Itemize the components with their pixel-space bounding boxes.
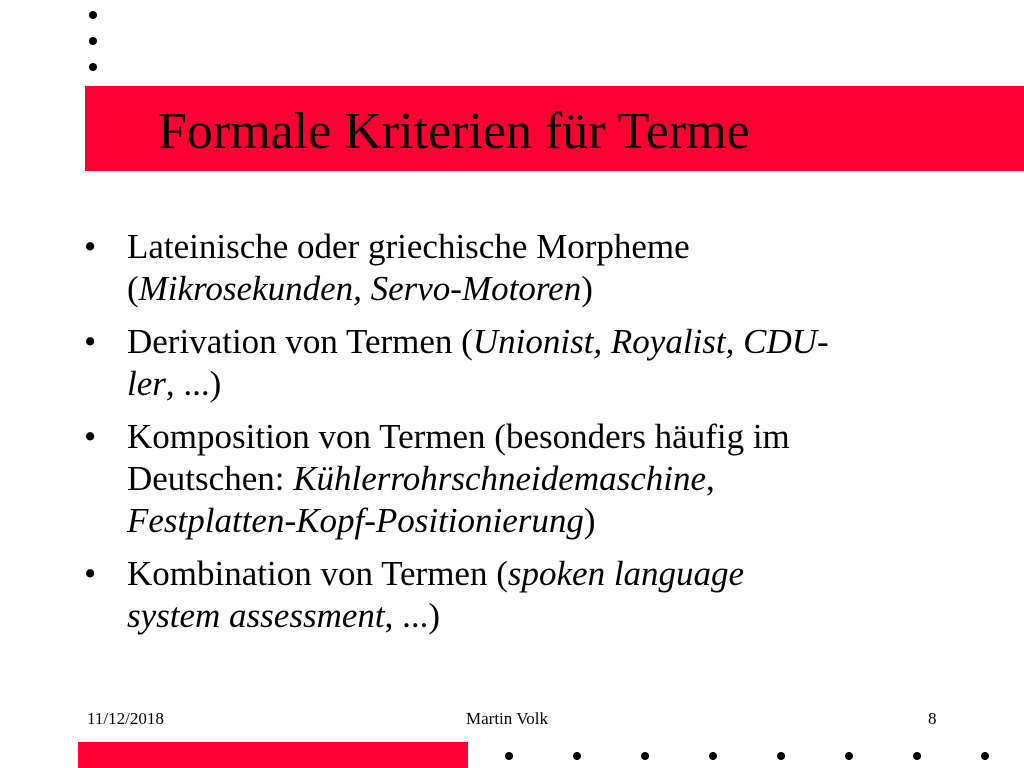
bullet-line	[127, 416, 944, 458]
bullet-icon: •	[84, 554, 97, 593]
bullet-icon: •	[84, 417, 97, 456]
example-text: system assessment	[127, 596, 385, 635]
dot-icon	[89, 11, 97, 19]
bullet-text: Komposition von Termen (besonders häufig im	[127, 417, 790, 456]
vertical-dots-decoration	[89, 11, 101, 81]
bullet-text: , ...)	[165, 364, 222, 403]
bullet-text: )	[581, 269, 593, 308]
example-text: spoken language	[507, 554, 745, 593]
bullet-text: Kombination von Termen (	[127, 554, 508, 593]
bullet-text: (	[127, 269, 139, 308]
bullet-text: , ...)	[384, 596, 441, 635]
bullet-line	[127, 553, 944, 595]
example-text: Kühlerrohrschneidemaschine	[293, 459, 707, 498]
dot-icon	[981, 752, 989, 760]
example-text: Mikrosekunden, Servo-Motoren	[138, 269, 582, 308]
example-text: Festplatten-Kopf-Positionierung	[127, 501, 584, 540]
dot-icon	[573, 752, 581, 760]
bullet-line	[127, 458, 944, 500]
bullet-line	[127, 500, 944, 542]
bullet-list	[84, 226, 944, 648]
footer-band	[78, 742, 468, 768]
bullet-line	[127, 268, 944, 310]
page-number: 8	[928, 709, 937, 728]
bullet-text: ,	[706, 459, 715, 498]
slide-title: Formale Kriterien für Terme	[158, 103, 750, 160]
horizontal-dots-decoration	[505, 752, 1005, 764]
dot-icon	[89, 37, 97, 45]
bullet-text: Deutschen:	[127, 459, 294, 498]
bullet-icon: •	[84, 227, 97, 266]
dot-icon	[709, 752, 717, 760]
bullet-item	[84, 416, 944, 542]
bullet-text: Derivation von Termen (	[127, 322, 473, 361]
bullet-text: )	[583, 501, 596, 540]
bullet-line	[127, 595, 944, 637]
bullet-text: Lateinische oder griechische Morpheme	[127, 227, 690, 266]
bullet-line	[127, 363, 944, 405]
bullet-icon: •	[84, 322, 97, 361]
dot-icon	[641, 752, 649, 760]
bullet-item	[84, 321, 944, 405]
dot-icon	[89, 63, 97, 71]
dot-icon	[505, 752, 513, 760]
bullet-line	[127, 321, 944, 363]
example-text: ler	[127, 364, 166, 403]
dot-icon	[913, 752, 921, 760]
footer-author: Martin Volk	[466, 709, 549, 728]
dot-icon	[845, 752, 853, 760]
bullet-item	[84, 553, 944, 637]
dot-icon	[777, 752, 785, 760]
example-text: Unionist, Royalist, CDU-	[472, 322, 829, 361]
footer-date: 11/12/2018	[87, 709, 164, 728]
bullet-line	[127, 226, 944, 268]
bullet-item	[84, 226, 944, 310]
